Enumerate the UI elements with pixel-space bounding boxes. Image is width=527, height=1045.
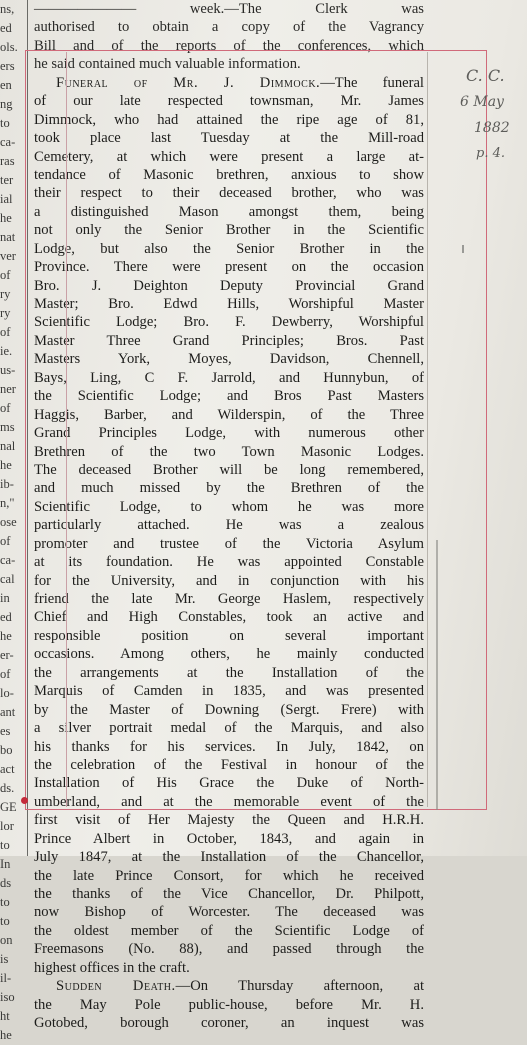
previous-column-line: ht xyxy=(0,1009,10,1023)
article-line: Chief and High Constables, took an active and xyxy=(34,609,424,626)
previous-article-line: he said contained much valuable information. xyxy=(34,56,301,73)
previous-article-line: authorised to obtain a copy of the Vagrancy xyxy=(34,19,424,36)
article-line: of our late respected townsman, Mr. James xyxy=(34,93,424,110)
pencil-note-line: 6 May xyxy=(460,94,504,110)
article-line: the celebration of the Festival in honour of the xyxy=(34,756,424,773)
article-line: Freemasons (No. 88), and passed through the xyxy=(34,941,424,958)
article-line: friend the late Mr. George Haslem, respectively xyxy=(34,591,424,607)
previous-column-line: us- xyxy=(0,363,16,377)
previous-column-line: ds xyxy=(0,876,12,890)
previous-column-line: ib- xyxy=(0,477,14,491)
funeral-headline-line xyxy=(34,74,424,92)
funeral-article-body xyxy=(34,92,424,977)
article-line: by the Master of Downing (Sergt. Frere) with xyxy=(34,701,424,718)
article-line: Bro. J. Deighton Deputy Provincial Grand xyxy=(34,277,424,294)
article-line: Masters York, Moyes, Davidson, Chennell, xyxy=(34,351,424,368)
previous-column-line: in xyxy=(0,591,10,605)
previous-column-line: of xyxy=(0,325,11,339)
column-rule xyxy=(27,0,28,856)
previous-column-line: lo- xyxy=(0,686,14,700)
previous-column-line: nat xyxy=(0,230,16,244)
previous-column-line: ed xyxy=(0,21,12,35)
previous-column-line: of xyxy=(0,401,11,415)
previous-column-line: to xyxy=(0,914,10,928)
article-line: highest offices in the craft. xyxy=(34,959,190,976)
article-line: Cemetery, at which were present a large at- xyxy=(34,148,424,165)
article-line: Master Three Grand Principles; Bros. Past xyxy=(34,332,424,349)
previous-column-line: ols. xyxy=(0,40,18,54)
funeral-headline: Funeral of Mr. J. Dimmock. xyxy=(56,74,321,91)
article-line: Bays, Ling, C F. Jarrold, and Hunnybun, of xyxy=(34,369,424,386)
article-line: his thanks for his services. In July, 1842, on xyxy=(34,738,424,755)
article-line: the Scientific Lodge; and Bros Past Masters xyxy=(34,388,424,405)
previous-column-line: ver xyxy=(0,249,16,263)
previous-column-line: of xyxy=(0,268,11,282)
previous-column-line: er- xyxy=(0,648,14,662)
article-line: a distinguished Mason amongst them, being xyxy=(34,203,424,220)
article-column xyxy=(34,0,425,1032)
article-line: Lodge, but also the Senior Brother in the xyxy=(34,240,424,257)
article-line: took place last Tuesday at the Mill-road xyxy=(34,130,424,147)
previous-column-line: act xyxy=(0,762,15,776)
previous-column-line: ers xyxy=(0,59,15,73)
article-line: Scientific Lodge; Bro. F. Dewberry, Worshipful xyxy=(34,314,424,331)
sudden-death-line: the May Pole public-house, before Mr. H. xyxy=(34,996,424,1013)
article-line: Master; Bro. Edwd Hills, Worshipful Master xyxy=(34,296,424,312)
previous-column-line: ras xyxy=(0,154,15,168)
previous-column-line: he xyxy=(0,211,12,225)
previous-column-line: is xyxy=(0,952,9,966)
previous-column-line: to xyxy=(0,116,10,130)
article-line: the late Prince Consort, for which he received xyxy=(34,867,424,884)
previous-column-line: GE xyxy=(0,800,17,814)
article-line: Prince Albert in October, 1843, and again in xyxy=(34,830,424,847)
article-line: for the University, and in conjunction with his xyxy=(34,572,424,589)
previous-column-line: il- xyxy=(0,971,12,985)
article-line: the oldest member of the Scientific Lodge of xyxy=(34,922,424,939)
article-line: promoter and trustee of the Victoria Asylum xyxy=(34,535,424,552)
previous-column-line: n," xyxy=(0,496,15,510)
article-line: and much missed by the Brethren of the xyxy=(34,480,424,497)
previous-column-line: he xyxy=(0,1028,12,1042)
funeral-first-words: —The funeral xyxy=(320,74,424,91)
previous-column-line: ca- xyxy=(0,553,16,567)
previous-column-fragment xyxy=(0,0,24,1042)
previous-column-line: on xyxy=(0,933,13,947)
pencil-note-line: 1882 xyxy=(474,120,510,136)
pencil-note-line: p. 4. xyxy=(476,146,505,161)
article-line: responsible position on several important xyxy=(34,627,424,644)
previous-column-line: of xyxy=(0,667,11,681)
article-line: July 1847, at the Installation of the Chancellor, xyxy=(34,849,424,866)
previous-column-line: bo xyxy=(0,743,13,757)
article-line: the arrangements at the Installation of the xyxy=(34,664,424,681)
previous-column-line: to xyxy=(0,838,10,852)
sudden-death-first-words: —On Thursday afternoon, at xyxy=(175,978,425,995)
previous-column-line: ds. xyxy=(0,781,15,795)
article-line: at its foundation. He was appointed Constable xyxy=(34,554,424,571)
previous-column-line: ed xyxy=(0,610,12,624)
previous-column-line: ng xyxy=(0,97,13,111)
previous-column-line: he xyxy=(0,629,12,643)
previous-column-line: ter xyxy=(0,173,14,187)
article-line: first visit of Her Majesty the Queen and H.R.H. xyxy=(34,812,424,829)
previous-column-line: he xyxy=(0,458,12,472)
article-line: their respect to their deceased brother, who was xyxy=(34,185,424,202)
article-line: The deceased Brother will be long remembered, xyxy=(34,461,424,478)
article-line: the thanks of the Vice Chancellor, Dr. Philpott, xyxy=(34,886,424,902)
previous-column-line: ial xyxy=(0,192,13,206)
previous-article-line: ——————— week.—The Clerk was xyxy=(34,1,424,17)
previous-column-line: nal xyxy=(0,439,16,453)
article-line: Grand Principles Lodge, with numerous other xyxy=(34,425,424,442)
article-line: Marquis of Camden in 1835, and was presented xyxy=(34,683,424,700)
previous-column-line: cal xyxy=(0,572,15,586)
previous-column-line: ns, xyxy=(0,2,15,16)
article-line: Dimmock, who had attained the ripe age of 81, xyxy=(34,111,424,128)
previous-column-line: to xyxy=(0,895,10,909)
previous-column-line: ry xyxy=(0,306,11,320)
previous-column-line: ie. xyxy=(0,344,13,358)
previous-column-line: en xyxy=(0,78,12,92)
pencil-mark xyxy=(462,245,464,253)
article-line: Brethren of the two Town Masonic Lodges. xyxy=(34,443,424,460)
article-line: Haggis, Barber, and Wilderspin, of the Three xyxy=(34,406,424,423)
pencil-note-line: C. C. xyxy=(466,66,505,85)
sudden-death-headline-line xyxy=(34,977,424,995)
article-line: tendance of Masonic brethren, anxious to show xyxy=(34,166,424,183)
previous-column-line: In xyxy=(0,857,11,871)
red-pin-mark xyxy=(21,797,28,804)
previous-column-line: ner xyxy=(0,382,16,396)
previous-column-line: ms xyxy=(0,420,15,434)
cut-mark xyxy=(436,540,438,810)
article-line: umberland, and at the memorable event of the xyxy=(34,793,424,810)
article-line: a silver portrait medal of the Marquis, and also xyxy=(34,720,424,737)
previous-column-line: lor xyxy=(0,819,14,833)
article-line: particularly attached. He was a zealous xyxy=(34,517,424,534)
previous-column-line: ry xyxy=(0,287,11,301)
article-line: occasions. Among others, he mainly conducted xyxy=(34,646,424,663)
article-line: now Bishop of Worcester. The deceased was xyxy=(34,904,424,921)
article-line: Province. There were present on the occasion xyxy=(34,259,424,276)
article-line: Scientific Lodge, to whom he was more xyxy=(34,498,424,515)
sudden-death-line: Gotobed, borough coroner, an inquest was xyxy=(34,1015,424,1032)
article-line: Installation of His Grace the Duke of North- xyxy=(34,775,424,792)
pencil-citation-note xyxy=(458,60,524,180)
previous-column-line: ca- xyxy=(0,135,16,149)
previous-column-line: of xyxy=(0,534,11,548)
article-line: not only the Senior Brother in the Scientific xyxy=(34,222,424,239)
previous-column-line: es xyxy=(0,724,11,738)
previous-column-line: ant xyxy=(0,705,16,719)
previous-column-line: iso xyxy=(0,990,15,1004)
previous-column-line: ose xyxy=(0,515,17,529)
previous-article-line: Bill and of the reports of the conferences, which xyxy=(34,37,424,54)
sudden-death-headline: Sudden Death. xyxy=(56,978,176,995)
